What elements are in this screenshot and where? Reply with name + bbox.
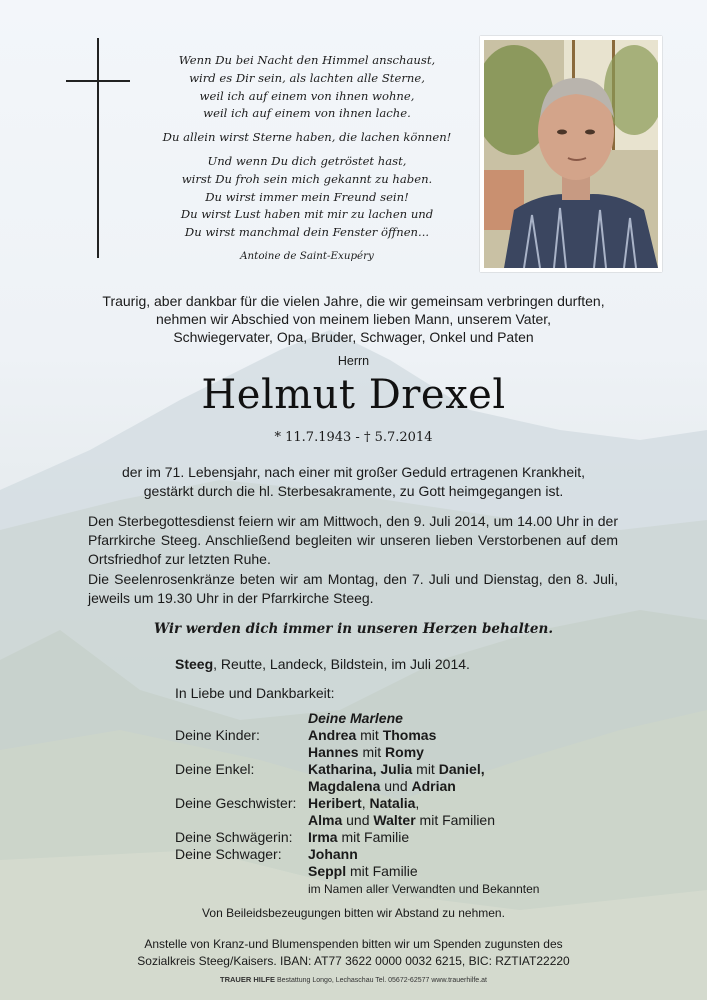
age-line: der im 71. Lebensjahr, nach einer mit großer Geduld ertragenen Krankheit, — [121, 464, 586, 480]
poem-line: wirst Du froh sein mich gekannt zu haben. — [181, 171, 433, 186]
portrait-image — [484, 40, 658, 268]
footer — [0, 975, 707, 984]
poem-line: weil ich auf einem von ihnen wohne, — [199, 88, 415, 103]
donation-note — [0, 936, 707, 970]
thanks-line: In Liebe und Dankbarkeit: — [175, 685, 335, 701]
footer-text: Bestattung Longo, Lechaschau Tel. 05672-62577 www.trauerhilfe.at — [275, 977, 487, 984]
cross-vertical — [97, 38, 99, 258]
age-text — [40, 463, 667, 501]
place-rest: , Reutte, Landeck, Bildstein, im Juli 2014. — [213, 656, 470, 672]
children-label: Deine Kinder: — [175, 727, 260, 743]
grandchildren-names: Katharina, Julia mit Daniel, — [308, 761, 485, 777]
donation-line: Anstelle von Kranz-und Blumenspenden bitten wir um Spenden zugunsten des — [144, 937, 563, 951]
poem-stanza-1 — [162, 52, 452, 123]
poem-line: Wenn Du bei Nacht den Himmel anschaust, — [178, 53, 436, 67]
relatives-note: im Namen aller Verwandten und Bekannten — [308, 882, 540, 896]
poem-author: Antoine de Saint-Exupéry — [240, 249, 374, 262]
intro-text — [40, 292, 667, 346]
sisters-in-law-label: Deine Schwägerin: — [175, 829, 293, 845]
siblings-names: Heribert, Natalia, — [308, 795, 420, 811]
intro-line: Schwiegervater, Opa, Bruder, Schwager, Onkel und Paten — [173, 329, 534, 345]
grandchildren-names: Magdalena und Adrian — [308, 778, 456, 794]
cross-horizontal — [66, 80, 130, 82]
deceased-name: Helmut Drexel — [201, 372, 506, 418]
brothers-in-law-names: Johann — [308, 846, 358, 862]
poem-line: Du wirst manchmal dein Fenster öffnen... — [184, 225, 430, 240]
place-town: Steeg — [175, 656, 214, 672]
poem-line: wird es Dir sein, als lachten alle Sterne, — [189, 70, 425, 85]
salutation: Herrn — [337, 354, 370, 368]
poem-stanza-3 — [162, 153, 452, 242]
children-names: Andrea mit Thomas — [308, 727, 437, 743]
donation-line: Sozialkreis Steeg/Kaisers. IBAN: AT77 3622 0000 0032 6215, BIC: RZTIAT22220 — [137, 954, 570, 968]
poem-line: Du wirst immer mein Freund sein! — [205, 189, 409, 204]
sisters-in-law-names: Irma mit Familie — [308, 829, 410, 845]
place-date — [175, 656, 470, 672]
life-dates: * 11.7.1943 - † 5.7.2014 — [274, 430, 433, 445]
poem-line: Du allein wirst Sterne haben, die lachen können! — [162, 130, 452, 145]
portrait-photo — [480, 36, 662, 272]
poem — [162, 52, 452, 266]
children-names: Hannes mit Romy — [308, 744, 424, 760]
brothers-in-law-names: Seppl mit Familie — [308, 863, 418, 879]
siblings-label: Deine Geschwister: — [175, 795, 297, 811]
wife-name: Deine Marlene — [308, 710, 403, 726]
poem-line: Du wirst Lust haben mit mir zu lachen und — [180, 207, 434, 222]
intro-line: nehmen wir Abschied von meinem lieben Mann, unserem Vater, — [155, 311, 552, 327]
condolence-note: Von Beileidsbezeugungen bitten wir Abstand zu nehmen. — [202, 906, 505, 920]
siblings-names: Alma und Walter mit Familien — [308, 812, 496, 828]
poem-line: weil ich auf einem von ihnen lache. — [203, 106, 411, 121]
rosary-paragraph: Die Seelenrosenkränze beten wir am Montag, den 7. Juli und Dienstag, den 8. Juli, jeweils um 19.30 Uhr in der Pfarrkirche Steeg. — [88, 571, 618, 606]
service-paragraph: Den Sterbegottesdienst feiern wir am Mittwoch, den 9. Juli 2014, um 14.00 Uhr in der Pfarrkirche Steeg. Anschließend begleiten wir unseren lieben Verstorbenen auf dem Ortsfriedhof zur letzten Ruhe. — [88, 513, 618, 567]
poem-stanza-2 — [162, 129, 452, 147]
brothers-in-law-label: Deine Schwager: — [175, 846, 282, 862]
age-line: gestärkt durch die hl. Sterbesakramente, zu Gott heimgegangen ist. — [143, 483, 564, 499]
intro-line: Traurig, aber dankbar für die vielen Jahre, die wir gemeinsam verbringen durften, — [102, 293, 605, 309]
grandchildren-label: Deine Enkel: — [175, 761, 255, 777]
motto: Wir werden dich immer in unseren Herzen behalten. — [153, 621, 554, 637]
footer-brand: TRAUER HILFE — [220, 975, 276, 984]
poem-line: Und wenn Du dich getröstet hast, — [207, 153, 407, 168]
